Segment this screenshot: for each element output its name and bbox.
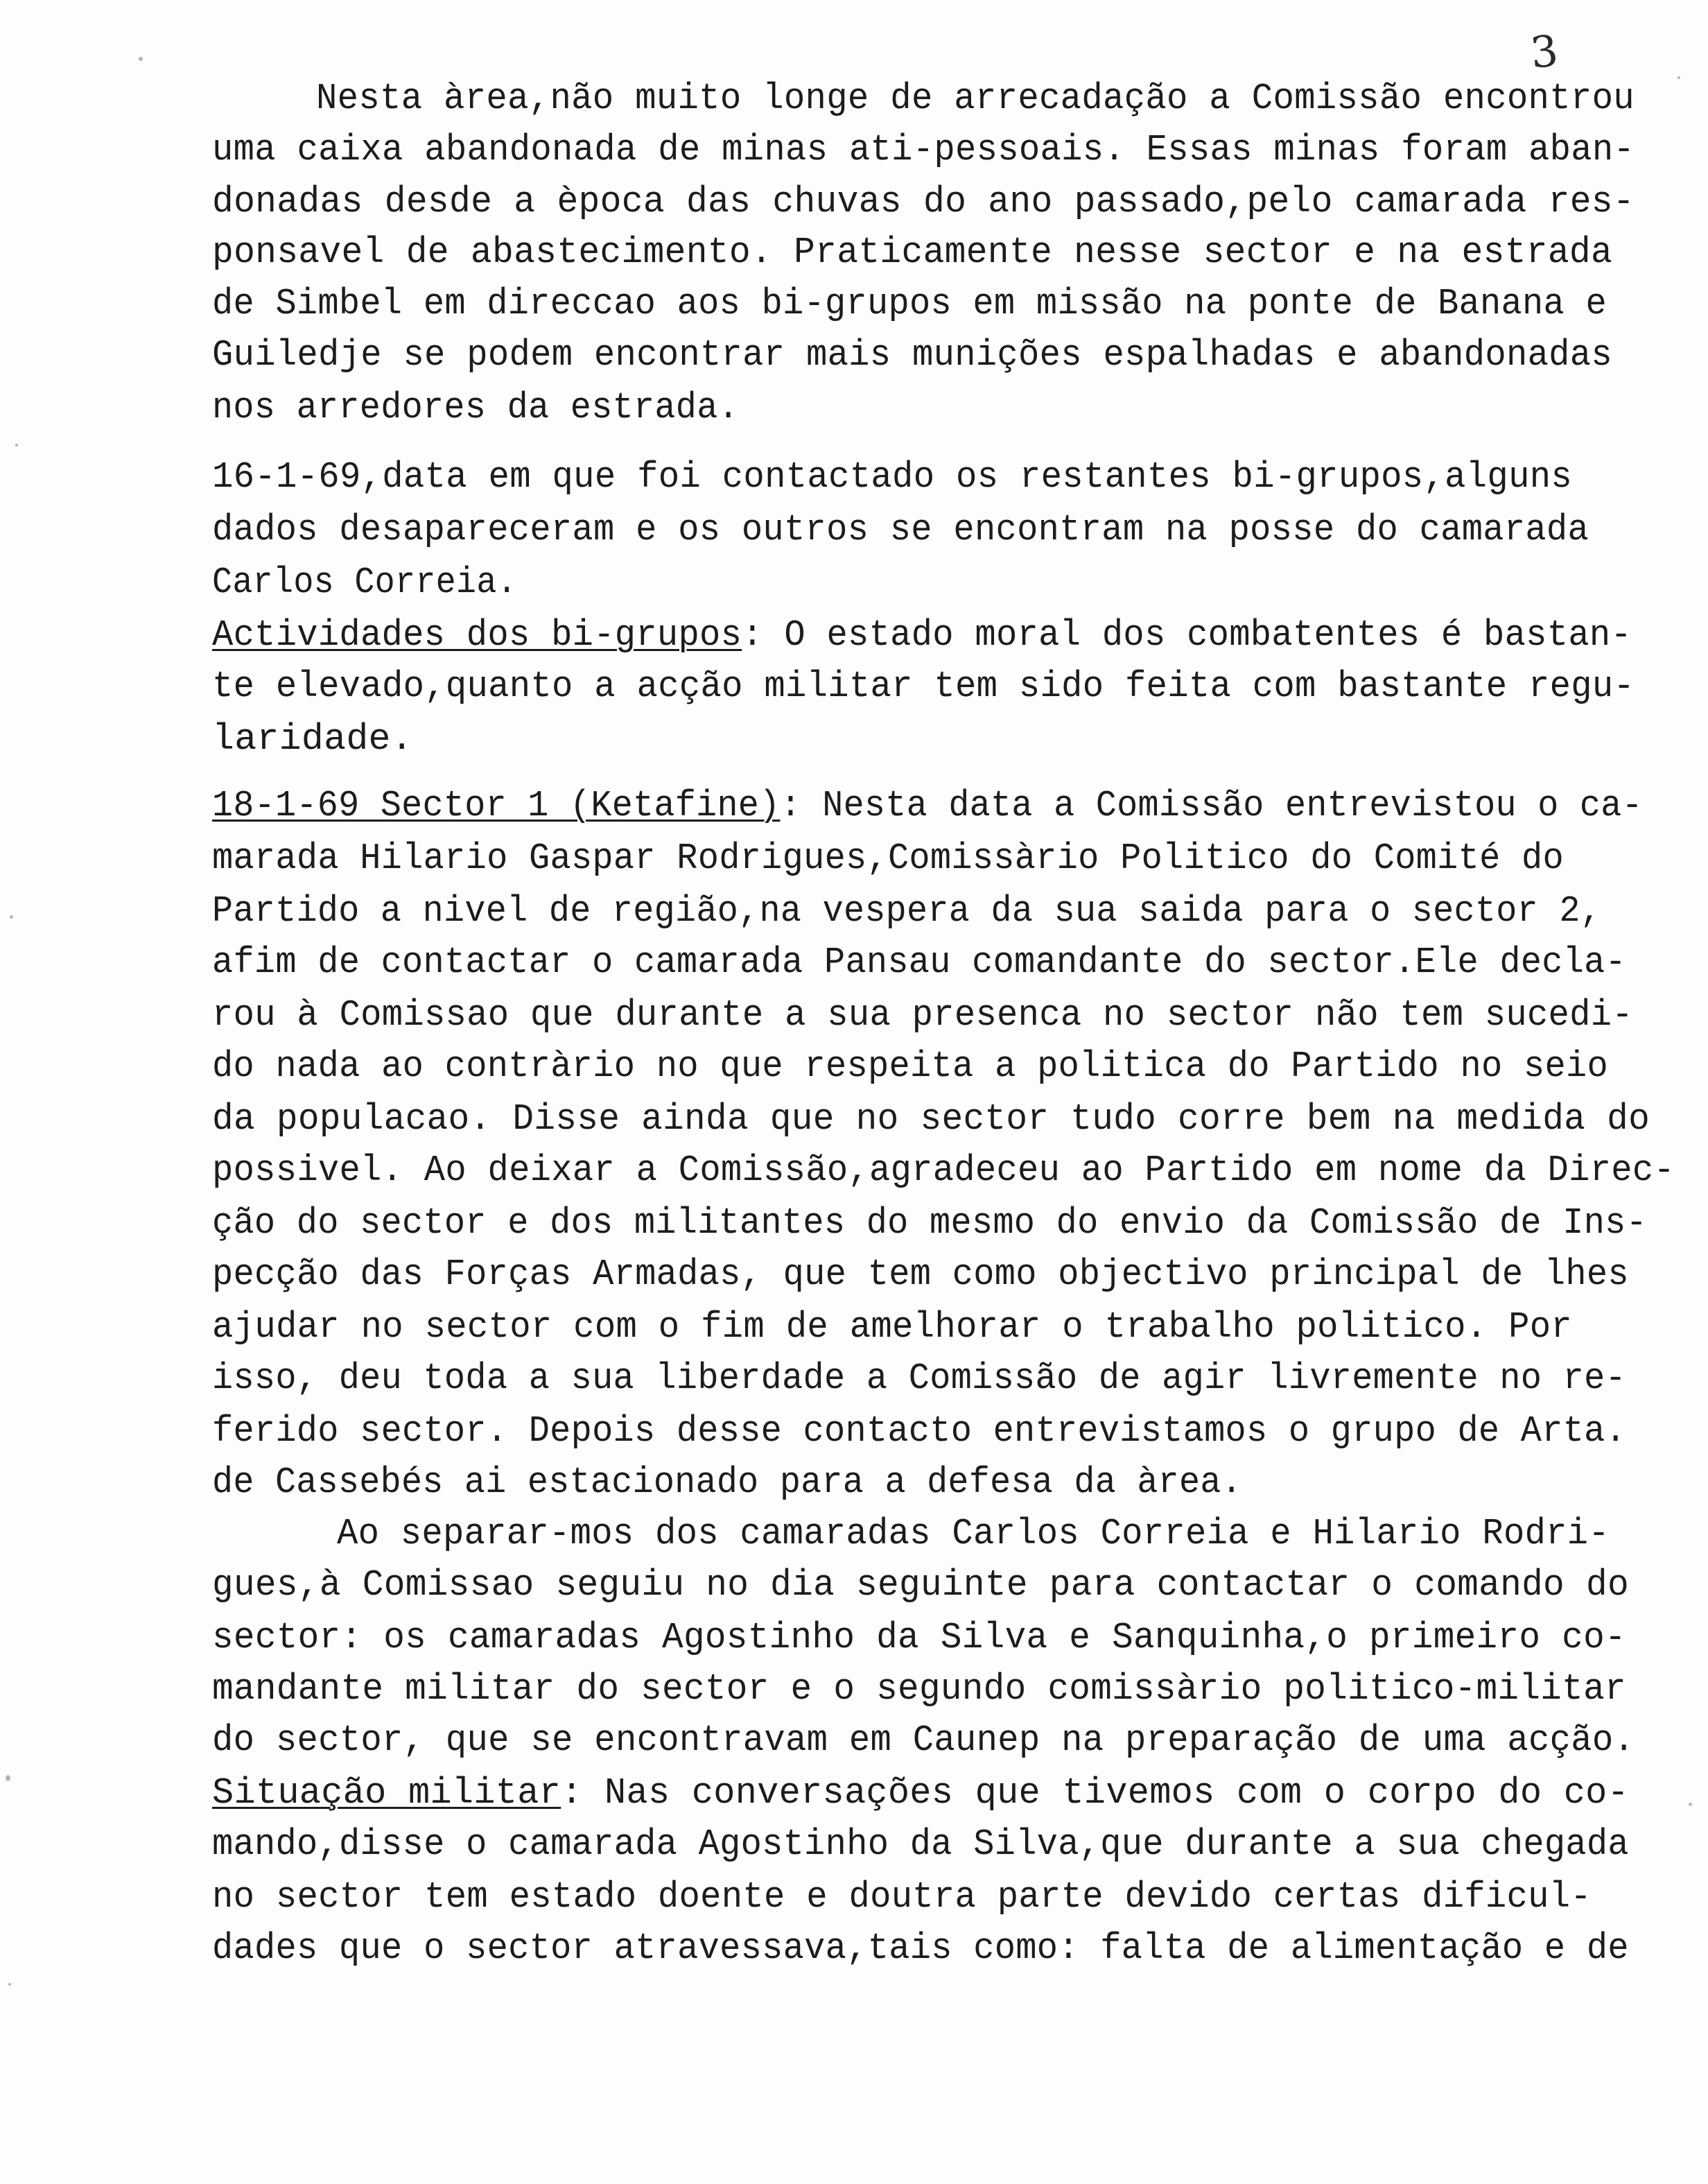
text-run: Ao separar-mos dos camaradas Carlos Correia e Hilario Rodri- xyxy=(337,1513,1610,1554)
text-run: de Simbel em direccao aos bi-grupos em missão na ponte de Banana e xyxy=(212,283,1607,324)
text-run: do sector, que se encontravam em Caunep na preparação de uma acção. xyxy=(212,1719,1635,1761)
text-line xyxy=(212,838,1564,879)
text-line xyxy=(212,1358,1626,1399)
text-line xyxy=(212,1098,1650,1140)
text-run: uma caixa abandonada de minas ati-pessoais. Essas minas foram aban- xyxy=(212,129,1635,171)
text-line xyxy=(212,1668,1626,1710)
text-line xyxy=(212,1617,1626,1658)
text-run: Partido a nivel de região,na vespera da sua saida para o sector 2, xyxy=(212,890,1602,932)
text-run: : O estado moral dos combatentes é bastan- xyxy=(742,614,1632,656)
text-line xyxy=(212,283,1607,324)
text-run: dados desapareceram e os outros se encontram na posse do camarada xyxy=(212,509,1589,551)
text-run: marada Hilario Gaspar Rodrigues,Comissàrio Politico do Comité do xyxy=(212,838,1564,879)
text-line xyxy=(212,890,1601,932)
text-run: laridade. xyxy=(212,718,413,760)
text-run: Nesta àrea,não muito longe de arrecadação a Comissão encontrou xyxy=(316,78,1635,119)
text-run: : Nas conversações que tivemos com o corpo do co- xyxy=(561,1772,1630,1814)
text-line xyxy=(212,1462,1242,1503)
text-line xyxy=(212,509,1589,551)
text-line xyxy=(212,1564,1629,1606)
underlined-heading: Situação militar xyxy=(212,1772,561,1814)
text-line xyxy=(212,1823,1629,1865)
text-run: dades que o sector atravessava,tais como: falta de alimentação e de xyxy=(212,1927,1629,1969)
text-run: ção do sector e dos militantes do mesmo do envio da Comissão de Ins- xyxy=(212,1202,1648,1244)
text-line xyxy=(212,129,1635,171)
text-line xyxy=(212,334,1612,376)
text-line xyxy=(212,1306,1572,1348)
text-line xyxy=(212,718,413,760)
text-run: afim de contactar o camarada Pansau comandante do sector.Ele decla- xyxy=(212,942,1627,983)
text-run: Guiledje se podem encontrar mais munições espalhadas e abandonadas xyxy=(212,334,1612,376)
underlined-heading: Actividades dos bi-grupos xyxy=(212,614,742,656)
text-line xyxy=(212,1254,1629,1295)
text-line xyxy=(212,1410,1626,1452)
text-run: rou à Comissao que durante a sua presenca no sector não tem sucedi- xyxy=(212,994,1633,1036)
text-run: : Nesta data a Comissão entrevistou o ca- xyxy=(780,785,1643,826)
text-line xyxy=(212,1202,1647,1244)
text-line xyxy=(212,1927,1629,1969)
text-line xyxy=(212,181,1635,223)
text-line xyxy=(212,994,1633,1036)
text-line xyxy=(212,1876,1592,1918)
text-run: no sector tem estado doente e doutra parte devido certas dificul- xyxy=(212,1876,1592,1918)
text-line xyxy=(212,387,739,428)
text-run: mando,disse o camarada Agostinho da Silva,que durante a sua chegada xyxy=(212,1823,1629,1865)
text-run: da populacao. Disse ainda que no sector tudo corre bem na medida do xyxy=(212,1098,1650,1140)
text-line xyxy=(212,1719,1635,1761)
text-run: do nada ao contràrio no que respeita a politica do Partido no seio xyxy=(212,1046,1609,1087)
text-run: donadas desde a època das chuvas do ano passado,pelo camarada res- xyxy=(212,181,1635,223)
text-run: ponsavel de abastecimento. Praticamente nesse sector e na estrada xyxy=(212,232,1613,273)
text-line xyxy=(212,942,1626,983)
text-line xyxy=(337,1513,1610,1554)
page-number: 3 xyxy=(1528,25,1561,78)
text-run: gues,à Comissao seguiu no dia seguinte para contactar o comando do xyxy=(212,1564,1629,1606)
text-run: 16-1-69,data em que foi contactado os restantes bi-grupos,alguns xyxy=(212,456,1573,498)
text-run: sector: os camaradas Agostinho da Silva e Sanquinha,o primeiro co- xyxy=(212,1617,1626,1658)
text-line xyxy=(212,562,517,603)
text-run: isso, deu toda a sua liberdade a Comissão de agir livremente no re- xyxy=(212,1358,1627,1399)
text-line xyxy=(212,614,1632,656)
text-run: possivel. Ao deixar a Comissão,agradeceu ao Partido em nome da Direc- xyxy=(212,1150,1675,1191)
text-line xyxy=(212,1150,1675,1191)
text-run: nos arredores da estrada. xyxy=(212,387,740,428)
text-run: te elevado,quanto a acção militar tem sido feita com bastante regu- xyxy=(212,666,1635,707)
text-run: mandante militar do sector e o segundo comissàrio politico-militar xyxy=(212,1668,1626,1710)
text-run: de Cassebés ai estacionado para a defesa da àrea. xyxy=(212,1462,1243,1503)
text-run: Carlos Correia. xyxy=(212,562,518,603)
text-line xyxy=(212,1046,1608,1087)
text-line xyxy=(316,78,1635,119)
text-run: ajudar no sector com o fim de amelhorar o trabalho politico. Por xyxy=(212,1306,1573,1348)
text-line xyxy=(212,232,1612,273)
text-run: ferido sector. Depois desse contacto entrevistamos o grupo de Arta. xyxy=(212,1410,1627,1452)
underlined-heading: 18-1-69 Sector 1 (Ketafine) xyxy=(212,785,781,826)
text-run: pecção das Forças Armadas, que tem como objectivo principal de lhes xyxy=(212,1254,1629,1295)
text-line xyxy=(212,456,1572,498)
text-line xyxy=(212,666,1635,707)
text-line xyxy=(212,1772,1629,1814)
text-line xyxy=(212,785,1643,826)
